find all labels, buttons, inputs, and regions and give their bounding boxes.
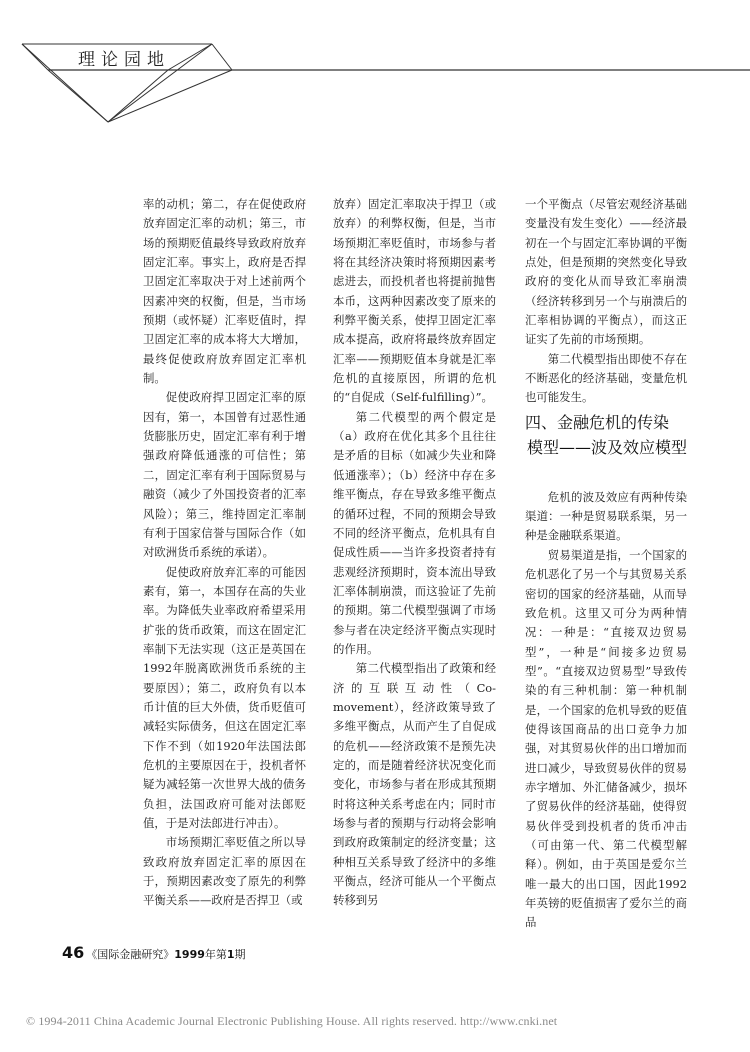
paragraph: 第二代模型指出了政策和经济的互联互动性（Co-movement），经济政策导致了多维平衡点，从而产生了自促成的危机——经济政策不是预先决定的，而是随着经济状况变化而变化，市场参与者在形成其预期时将这种关系考虑在内；同时市场参与者的预期与行动将会影响到政府政策制定的经济变量；这种相互关系导致了经济中的多维平衡点，经济可能从一个平衡点转移到另 — [333, 661, 496, 908]
column-2 — [333, 195, 496, 911]
paragraph: 第二代模型的两个假定是（a）政府在优化其多个且往往是矛盾的目标（如减少失业和降低通涨率）；（b）经济中存在多维平衡点，存在导致多维平衡点的循环过程，不同的预期会导致不同的经济平衡点，危机具有自促成性质——当许多投资者持有悲观经济预期时，资本流出导致汇率体制崩溃，而这验证了先前的预期。第二代模型强调了市场参与者在决定经济平衡点实现时的作用。 — [333, 409, 496, 656]
paragraph: 放弃）固定汇率取决于捍卫（或放弃）的利弊权衡，但是，当市场预期汇率贬值时，市场参与者将在其经济决策时将预期因素考虑进去，而投机者也将提前抛售本币，这两种因素改变了原来的利弊平衡关系，使捍卫固定汇率成本提高，政府将最终放弃固定汇率——预期贬值本身就是汇率危机的直接原因，所谓的危机的“自促成（Self-fulfilling）”。 — [333, 197, 496, 405]
paragraph: 市场预期汇率贬值之所以导致政府放弃固定汇率的原因在于，预期因素改变了原先的利弊平衡关系——政府是否捍卫（或 — [143, 835, 306, 908]
section-heading-line-1: 四、金融危机的传染 — [525, 412, 670, 432]
column-3 — [525, 195, 687, 933]
page-number: 46 — [62, 943, 85, 962]
copyright-notice: © 1994-2011 China Academic Journal Electronic Publishing House. All rights reserved. http://www.cnki.net — [26, 1014, 558, 1028]
paragraph: 危机的波及效应有两种传染渠道：一种是贸易联系渠，另一种是金融联系渠道。 — [525, 489, 687, 543]
issue-suffix: 期 — [234, 948, 246, 961]
paragraph: 率的动机；第二，存在促使政府放弃固定汇率的动机；第三，市场的预期贬值最终导致政府放弃固定汇率。事实上，政府是否捍卫固定汇率取决于对上述前两个因素冲突的权衡，但是，当市场预期（或怀疑）汇率贬值时，捍卫固定汇率的成本将大大增加，最终促使政府放弃固定汇率机制。 — [143, 197, 306, 386]
journal-year: 1999 — [174, 948, 205, 961]
section-heading — [525, 410, 687, 460]
paragraph: 第二代模型指出即使不存在不断恶化的经济基础，变量危机也可能发生。 — [525, 351, 687, 405]
paragraph: 促使政府放弃汇率的可能因素有，第一，本国存在高的失业率。为降低失业率政府希望采用扩张的货币政策，而这在固定汇率制下无法实现（这正是英国在1992年脱离欧洲货币系统的主要原因）；第二，政府负有以本币计值的巨大外债，货币贬值可减轻实际债务，但这在固定汇率下作不到（如1920年法国法郎危机的主要原因在于，投机者怀疑为减轻第一次世界大战的债务负担，法国政府可能对法郎贬值，于是对法郎进行冲击）。 — [143, 564, 306, 830]
column-1 — [143, 195, 306, 911]
journal-issue: 1 — [226, 948, 235, 961]
page-footer — [62, 943, 246, 962]
paragraph: 一个平衡点（尽管宏观经济基础变量没有发生变化）——经济最初在一个与固定汇率协调的平衡点处，但是预期的突然变化导致政府的变化从而导致汇率崩溃（经济转移到另一个与崩溃后的汇率相协调的平衡点），而这正证实了先前的市场预期。 — [525, 197, 687, 347]
journal-name: 《国际金融研究》 — [86, 948, 175, 961]
year-suffix: 年第 — [204, 948, 227, 961]
paragraph: 促使政府捍卫固定汇率的原因有，第一，本国曾有过恶性通货膨胀历史，固定汇率有利于增强政府降低通涨的可信性；第二，固定汇率有利于国际贸易与融资（减少了外国投资者的汇率风险）；第三，维持固定汇率制有利于国家信誉与国际合作（如对欧洲货币系统的承诺）。 — [143, 390, 306, 560]
section-heading-line-2: 模型——波及效应模型 — [527, 437, 688, 457]
paragraph: 贸易渠道是指，一个国家的危机恶化了另一个与其贸易关系密切的国家的经济基础，从而导致危机。这里又可分为两种情况：一种是：“直接双边贸易型”，一种是“间接多边贸易型”。“直接双边贸易型”导致传染的有三种机制：第一种机制是，一个国家的危机导致的贬值使得该国商品的出口竞争力加强，对其贸易伙伴的出口增加而进口减少，导致贸易伙伴的贸易赤字增加、外汇储备减少，损坏了贸易伙伴的经济基础，使得贸易伙伴受到投机者的货币冲击（可由第一代、第二代模型解释）。例如，由于英国是爱尔兰唯一最大的出口国，因此1992年英镑的贬值损害了爱尔兰的商品 — [525, 547, 687, 930]
section-header-title: 理论园地 — [78, 50, 170, 70]
header-banner — [0, 0, 750, 130]
